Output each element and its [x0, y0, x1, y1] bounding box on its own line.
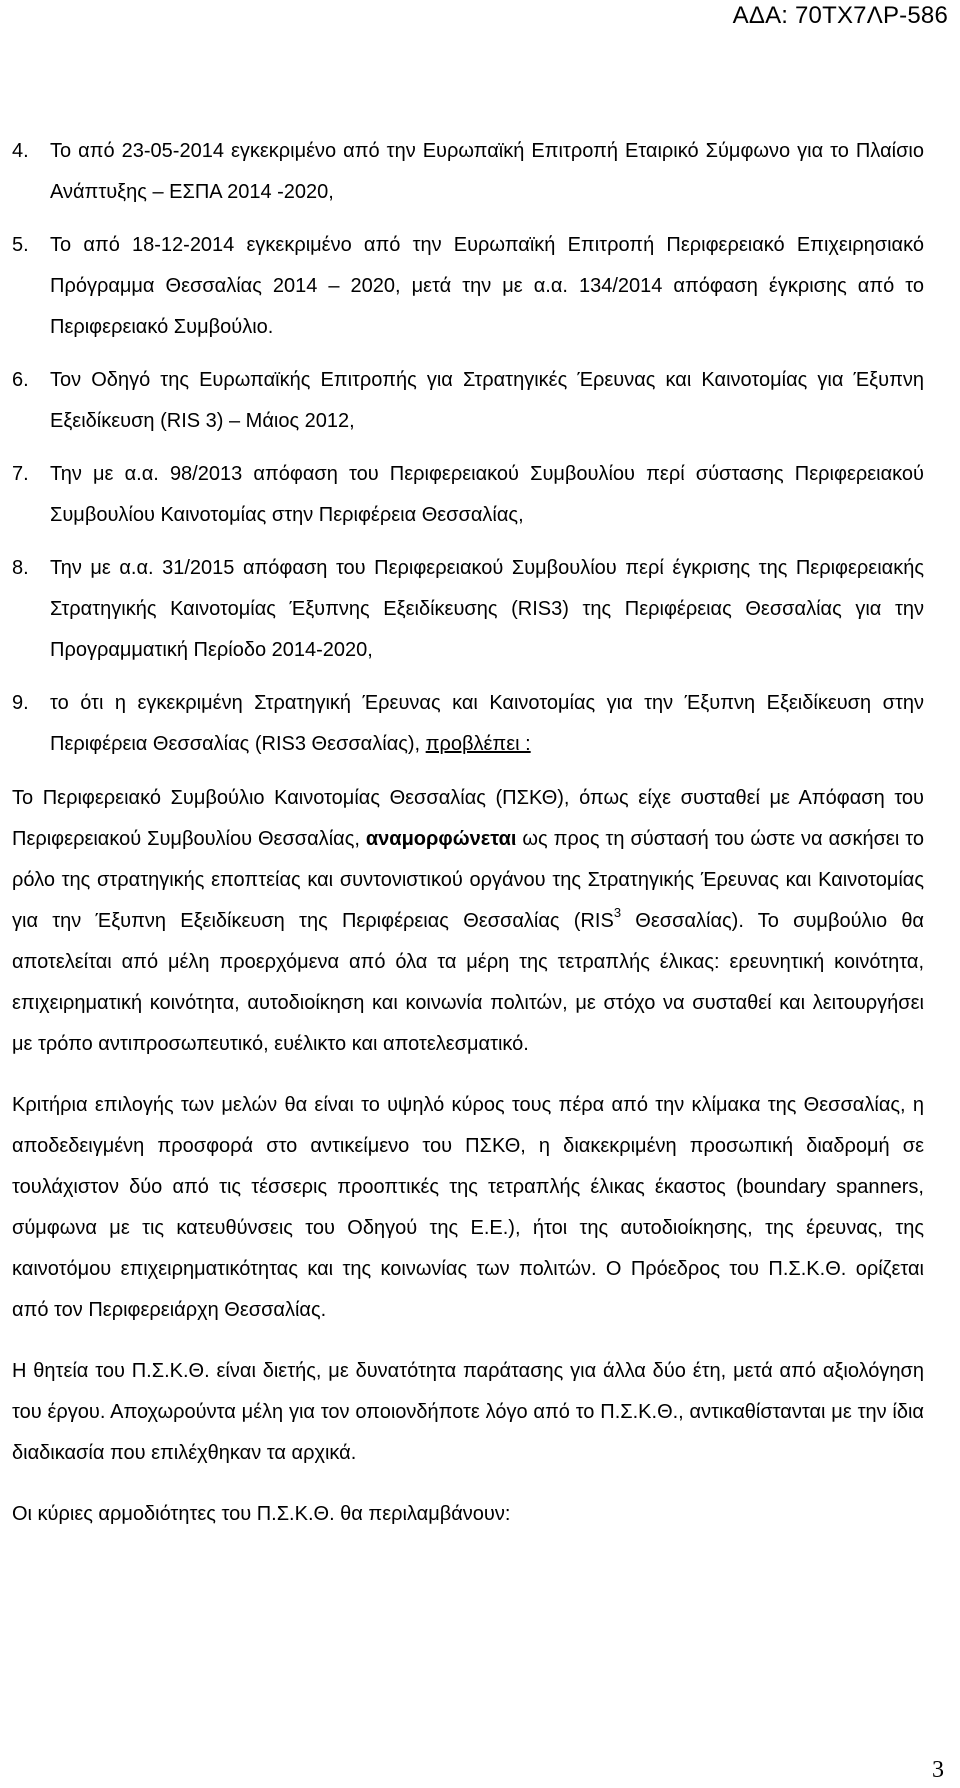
- paragraph-bold-text: αναμορφώνεται: [365, 828, 517, 850]
- list-item-number: 7.: [12, 463, 29, 485]
- paragraph-text: Θεσσαλίας). Το συμβούλιο θα αποτελείται από μέλη προερχόμενα από όλα τα μέρη της τετραπλής έλικας: ερευνητική κοινότητα, επιχειρηματική κοινότητα, αυτοδιοίκηση και κοινωνία πολιτών, με στόχο να συσταθεί και λειτουργήσει με τρόπο αντιπροσωπευτικό, ευέλικτο και αποτελεσματικό.: [12, 910, 924, 1055]
- list-item: [12, 225, 924, 348]
- list-item-text: Την με α.α. 98/2013 απόφαση του Περιφερειακού Συμβουλίου περί σύστασης Περιφερειακού Συμβουλίου Καινοτομίας στην Περιφέρεια Θεσσαλίας,: [50, 463, 924, 526]
- list-item-text: Το από 18-12-2014 εγκεκριμένο από την Ευρωπαϊκή Επιτροπή Περιφερειακό Επιχειρησιακό Πρόγραμμα Θεσσαλίας 2014 – 2020, μετά την με α.α. 134/2014 απόφαση έγκρισης από το Περιφερειακό Συμβούλιο.: [50, 234, 924, 338]
- list-item: [12, 548, 924, 671]
- superscript: 3: [613, 905, 622, 921]
- paragraph-term: Η θητεία του Π.Σ.Κ.Θ. είναι διετής, με δυνατότητα παράτασης για άλλα δύο έτη, μετά από αξιολόγηση του έργου. Αποχωρούντα μέλη για τον οποιονδήποτε λόγο από το Π.Σ.Κ.Θ., αντικαθίστανται με την ίδια διαδικασία που επιλέχθηκαν τα αρχικά.: [12, 1360, 924, 1464]
- list-item-underlined-text: προβλέπει :: [425, 733, 531, 755]
- paragraph-council-reform: [12, 778, 924, 1065]
- list-item-number: 9.: [12, 692, 29, 714]
- paragraph-responsibilities: Οι κύριες αρμοδιότητες του Π.Σ.Κ.Θ. θα περιλαμβάνουν:: [12, 1503, 511, 1525]
- list-item-text: Τον Οδηγό της Ευρωπαϊκής Επιτροπής για Στρατηγικές Έρευνας και Καινοτομίας για Έξυπνη Εξειδίκευση (RIS 3) – Μάιος 2012,: [50, 369, 924, 432]
- document-body: [12, 131, 924, 1555]
- list-item: [12, 131, 924, 213]
- list-item-text-main: το ότι η εγκεκριμένη Στρατηγική Έρευνας και Καινοτομίας για την Έξυπνη Εξειδίκευση στην Περιφέρεια Θεσσαλίας (RIS3 Θεσσαλίας),: [50, 692, 924, 755]
- list-item-number: 4.: [12, 140, 29, 162]
- list-item-number: 6.: [12, 369, 29, 391]
- paragraph-text: Το Περιφερειακό Συμβούλιο Καινοτομίας Θεσσαλίας (ΠΣΚΘ), όπως είχε συσταθεί με Απόφαση του Περιφερειακού Συμβουλίου Θεσσαλίας,: [12, 787, 924, 850]
- list-item: [12, 683, 924, 765]
- list-item: [12, 454, 924, 536]
- ada-identifier: ΑΔΑ: 70ΤΧ7ΛΡ-586: [732, 2, 948, 29]
- list-item: [12, 360, 924, 442]
- list-item-text: [50, 683, 924, 765]
- list-item-text: Το από 23-05-2014 εγκεκριμένο από την Ευρωπαϊκή Επιτροπή Εταιρικό Σύμφωνο για το Πλαίσιο Ανάπτυξης – ΕΣΠΑ 2014 -2020,: [50, 140, 924, 203]
- paragraph-text: ως προς τη σύστασή του ώστε να ασκήσει το ρόλο της στρατηγικής εποπτείας και συντονιστικού οργάνου της Στρατηγικής Έρευνας και Καινοτομίας για την Έξυπνη Εξειδίκευση της Περιφέρειας Θεσσαλίας (RIS: [12, 828, 924, 932]
- list-item-text: Την με α.α. 31/2015 απόφαση του Περιφερειακού Συμβουλίου περί έγκρισης της Περιφερειακής Στρατηγικής Καινοτομίας Έξυπνης Εξειδίκευσης (RIS3) της Περιφέρειας Θεσσαλίας για την Προγραμματική Περίοδο 2014-2020,: [50, 557, 924, 661]
- page-number: 3: [932, 1757, 944, 1783]
- list-item-number: 5.: [12, 234, 29, 256]
- paragraph-selection-criteria: Κριτήρια επιλογής των μελών θα είναι το υψηλό κύρος τους πέρα από την κλίμακα της Θεσσαλίας, η αποδεδειγμένη προσφορά στο αντικείμενο του ΠΣΚΘ, η διακεκριμένη προσωπική διαδρομή σε τουλάχιστον δύο από τις τέσσερις προοπτικές της τετραπλής έλικας έκαστος (boundary spanners, σύμφωνα με τις κατευθύνσεις του Οδηγού της Ε.Ε.), ήτοι της αυτοδιοίκησης, της έρευνας, της καινοτόμου επιχειρηματικότητας και της κοινωνίας των πολιτών. Ο Πρόεδρος του Π.Σ.Κ.Θ. ορίζεται από τον Περιφερειάρχη Θεσσαλίας.: [12, 1094, 924, 1321]
- list-item-number: 8.: [12, 557, 29, 579]
